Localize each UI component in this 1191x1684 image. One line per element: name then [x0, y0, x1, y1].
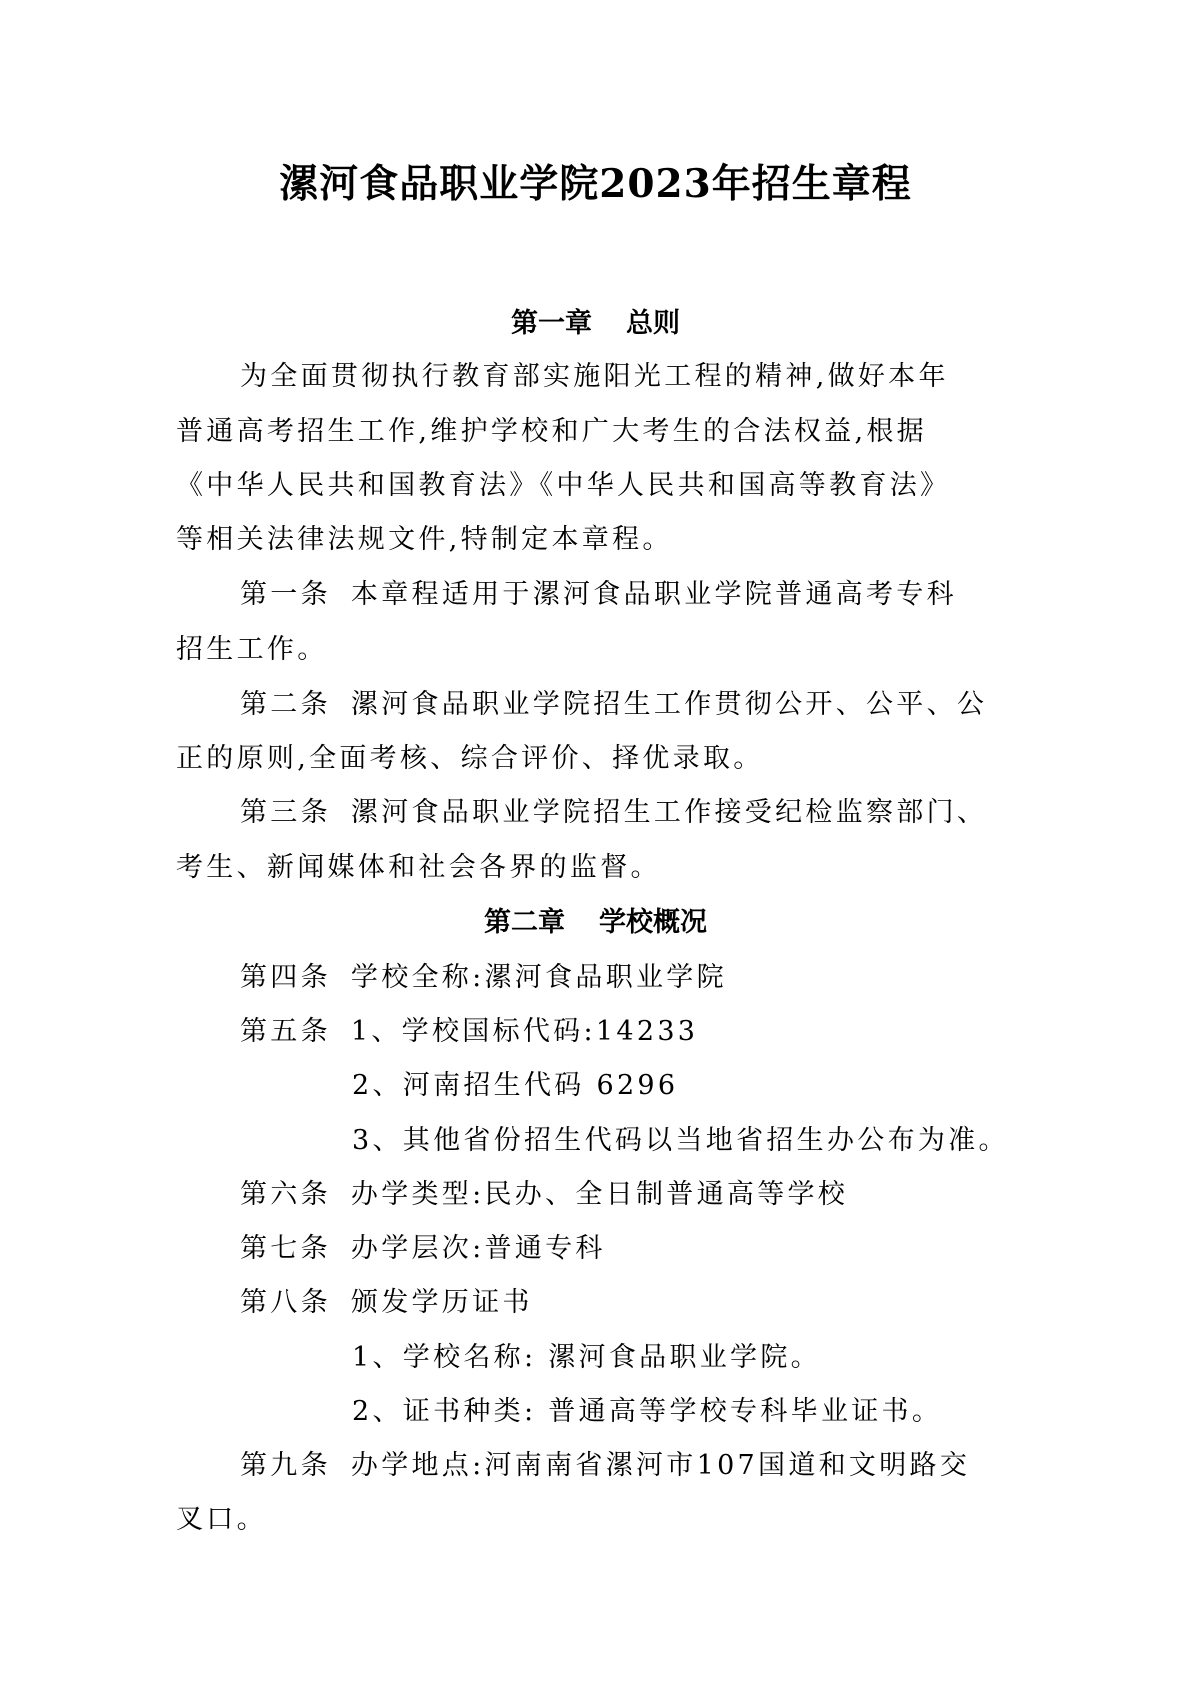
article-label: 第八条 — [240, 1287, 331, 1318]
article-text: 学校全称:漯河食品职业学院 — [350, 962, 727, 993]
article-label: 第六条 — [240, 1179, 331, 1210]
article-text: 办学类型:民办、全日制普通高等学校 — [350, 1179, 849, 1210]
article-label: 第九条 — [240, 1450, 331, 1481]
article-item: 1、学校国标代码:14233 — [350, 1016, 699, 1047]
chapter-1-heading — [0, 304, 1191, 344]
chapter-1-name: 总则 — [626, 308, 680, 339]
article-text: 本章程适用于漯河食品职业学院普通高考专科 — [350, 579, 957, 610]
preamble-line: 普通高考招生工作,维护学校和广大考生的合法权益,根据 — [176, 416, 927, 447]
article-label: 第四条 — [240, 962, 331, 993]
chapter-2-label: 第二章 — [484, 907, 565, 938]
article-5 — [240, 1012, 698, 1052]
article-label: 第二条 — [240, 689, 331, 720]
chapter-1-label: 第一章 — [511, 308, 592, 339]
article-label: 第三条 — [240, 797, 331, 828]
preamble-line: 等相关法律法规文件,特制定本章程。 — [176, 524, 673, 555]
article-1 — [240, 575, 957, 615]
article-5-item: 3、其他省份招生代码以当地省招生办公布为准。 — [352, 1125, 1009, 1156]
document-title: 漯河食品职业学院2023年招生章程 — [279, 161, 912, 207]
article-2 — [240, 685, 987, 725]
article-7 — [240, 1229, 606, 1269]
article-2-continued: 正的原则,全面考核、综合评价、择优录取。 — [176, 743, 764, 774]
article-text: 办学地点:河南南省漯河市107国道和文明路交 — [350, 1450, 971, 1481]
preamble-line: 为全面贯彻执行教育部实施阳光工程的精神,做好本年 — [240, 361, 949, 392]
article-1-continued: 招生工作。 — [176, 634, 328, 665]
article-text: 漯河食品职业学院招生工作贯彻公开、公平、公 — [350, 689, 988, 720]
article-8 — [240, 1283, 533, 1323]
article-6 — [240, 1175, 848, 1215]
article-4 — [240, 958, 727, 998]
article-label: 第一条 — [240, 579, 331, 610]
article-9 — [240, 1446, 970, 1486]
article-text: 颁发学历证书 — [350, 1287, 533, 1318]
article-8-item: 2、证书种类: 普通高等学校专科毕业证书。 — [352, 1396, 943, 1427]
article-5-item: 2、河南招生代码 6296 — [352, 1070, 679, 1101]
chapter-2-name: 学校概况 — [599, 907, 707, 938]
article-label: 第五条 — [240, 1016, 331, 1047]
article-text: 漯河食品职业学院招生工作接受纪检监察部门、 — [350, 797, 988, 828]
article-text: 办学层次:普通专科 — [350, 1233, 606, 1264]
chapter-2-heading — [0, 903, 1191, 943]
article-8-item: 1、学校名称: 漯河食品职业学院。 — [352, 1342, 821, 1373]
article-3-continued: 考生、新闻媒体和社会各界的监督。 — [176, 852, 661, 883]
article-label: 第七条 — [240, 1233, 331, 1264]
article-3 — [240, 793, 987, 833]
preamble-line: 《中华人民共和国教育法》《中华人民共和国高等教育法》 — [176, 470, 951, 501]
article-9-continued: 叉口。 — [176, 1504, 267, 1535]
